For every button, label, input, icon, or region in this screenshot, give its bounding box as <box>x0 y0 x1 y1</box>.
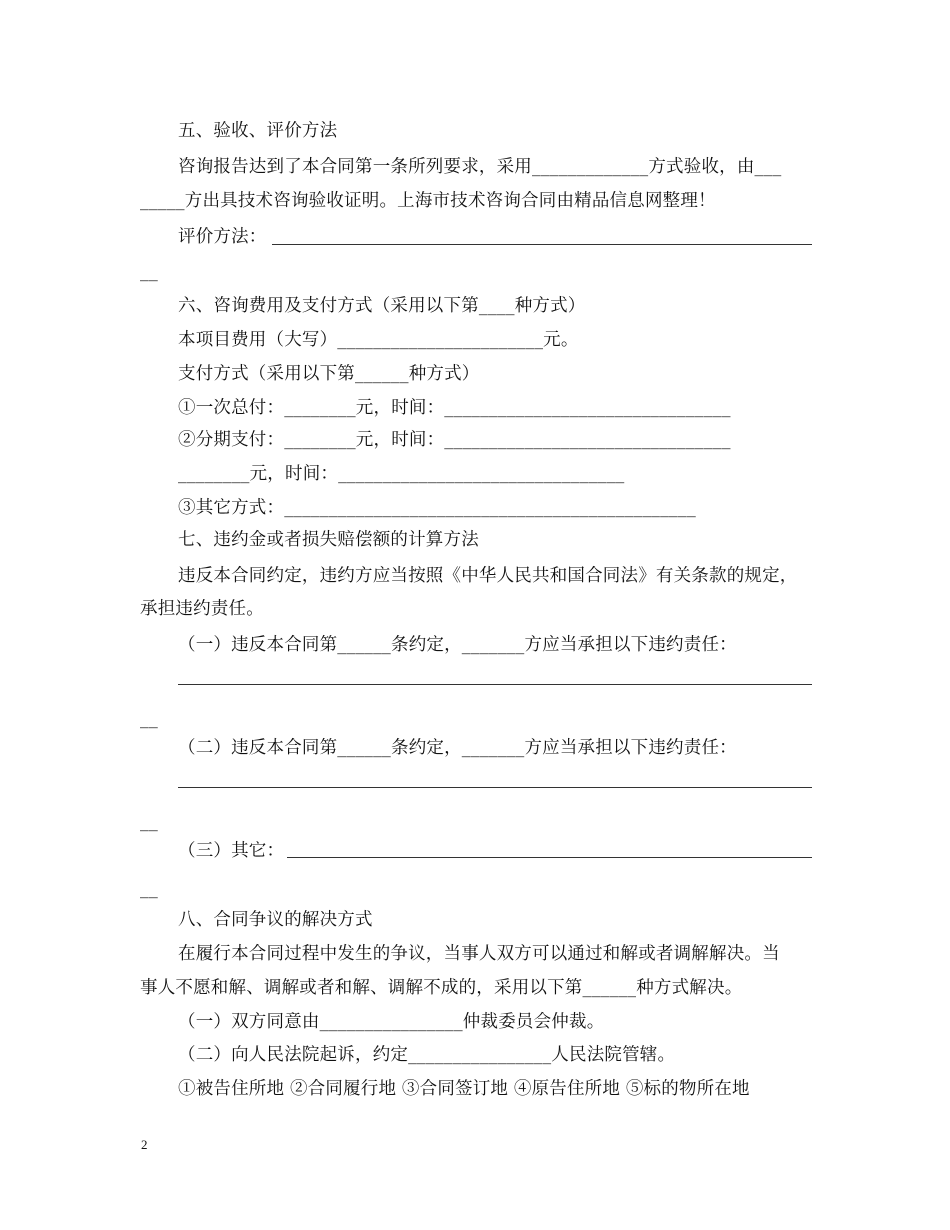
blank-continuation: __ <box>140 709 158 729</box>
section-6-heading: 六、咨询费用及支付方式（采用以下第____种方式） <box>178 296 586 316</box>
dispute-option-2: （二）向人民法院起诉，约定________________人民法院管辖。 <box>178 1045 676 1065</box>
paragraph-line: 事人不愿和解、调解或者和解、调解不成的，采用以下第______种方式解决。 <box>140 978 743 998</box>
payment-option-2: ②分期支付：________元，时间：________________________________ <box>178 430 731 450</box>
payment-option-1: ①一次总付：________元，时间：________________________________ <box>178 398 731 418</box>
clause-7-3: （三）其它： <box>178 841 285 861</box>
payment-option-2-continued: ________元，时间：________________________________ <box>178 464 625 484</box>
blank-continuation: __ <box>140 879 158 899</box>
fill-in-blank-line <box>178 684 812 685</box>
evaluation-method-label: 评价方法： <box>178 227 267 247</box>
payment-option-3: ③其它方式：______________________________________________ <box>178 498 696 518</box>
page-number: 2 <box>141 1137 148 1152</box>
clause-7-1: （一）违反本合同第______条约定，_______方应当承担以下违约责任： <box>178 635 737 655</box>
paragraph-line: 违反本合同约定，违约方应当按照《中华人民共和国合同法》有关条款的规定， <box>178 566 798 586</box>
court-jurisdiction-options: ①被告住所地 ②合同履行地 ③合同签订地 ④原告住所地 ⑤标的物所在地 <box>178 1079 750 1099</box>
paragraph-line: 支付方式（采用以下第______种方式） <box>178 364 480 384</box>
paragraph-line: _____方出具技术咨询验收证明。上海市技术咨询合同由精品信息网整理！ <box>140 191 716 211</box>
section-7-heading: 七、违约金或者损失赔偿额的计算方法 <box>178 530 479 550</box>
paragraph-line: 咨询报告达到了本合同第一条所列要求，采用_____________方式验收，由___ <box>178 157 782 177</box>
blank-continuation: __ <box>140 812 158 832</box>
fill-in-blank-line <box>287 857 812 858</box>
paragraph-line: 本项目费用（大写）_______________________元。 <box>178 330 579 350</box>
paragraph-line: 在履行本合同过程中发生的争议，当事人双方可以通过和解或者调解解决。当 <box>178 944 780 964</box>
paragraph-line: 承担违约责任。 <box>140 599 264 619</box>
dispute-option-1: （一）双方同意由________________仲裁委员会仲裁。 <box>178 1012 605 1032</box>
fill-in-blank-line <box>272 244 812 245</box>
clause-7-2: （二）违反本合同第______条约定，_______方应当承担以下违约责任： <box>178 738 737 758</box>
section-8-heading: 八、合同争议的解决方式 <box>178 910 373 930</box>
section-5-heading: 五、验收、评价方法 <box>178 121 338 141</box>
blank-continuation: __ <box>140 262 158 282</box>
fill-in-blank-line <box>178 787 812 788</box>
